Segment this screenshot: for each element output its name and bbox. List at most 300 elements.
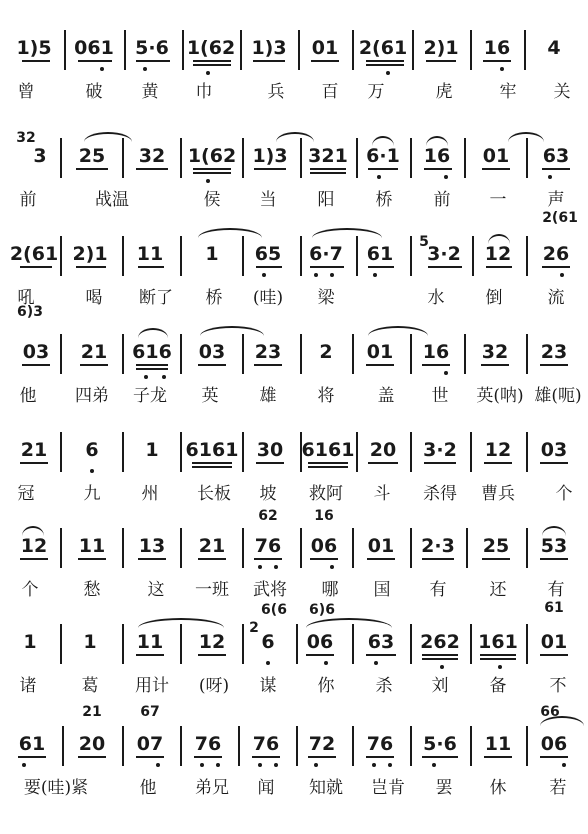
measure-notes: 3 [33,145,47,167]
barline [466,528,468,568]
underline [368,266,394,268]
measure-notes: 16 [422,341,450,363]
underline [22,60,50,62]
lyric: 梁 [317,288,335,308]
measure-notes: 1)3 [251,37,287,59]
barline [410,726,412,766]
barline [356,236,358,276]
octave-dot [562,763,566,767]
underline [366,364,394,366]
barline [464,138,466,178]
barline [238,726,240,766]
underline [424,462,456,464]
underline [482,558,510,560]
barline [470,624,472,664]
underline [422,364,450,366]
barline [356,138,358,178]
lyric: 闻 [257,778,275,798]
measure-notes: 76 [194,733,222,755]
lyrics-row [0,776,588,804]
barline [410,334,412,374]
octave-dot [100,67,104,71]
measure-notes: 65 [254,243,282,265]
measure-notes: 32 [138,145,166,167]
underline [138,266,164,268]
measure-notes: 06 [540,733,568,755]
underline [20,266,52,268]
lyric: 英(呐) [476,386,524,406]
underline [426,60,456,62]
barline [300,138,302,178]
measure-notes: 01 [311,37,339,59]
octave-dot [90,469,94,473]
octave-dot [156,763,160,767]
lyric: 侯 [203,190,221,210]
lyric: 英 [201,386,219,406]
lyrics-row [0,286,588,314]
underline [540,364,568,366]
grace-note: 5 [419,234,429,250]
measure-notes: 61 [366,243,394,265]
measure-row [0,16,588,76]
grace-note: 32 [16,130,36,146]
underline [422,658,458,660]
measure-notes: 63 [542,145,570,167]
slur [508,132,544,142]
measure-notes: 2(61 [9,243,59,265]
barline [526,528,528,568]
measure-notes: 2)1 [423,37,459,59]
measure-notes: 11 [78,535,106,557]
octave-dot [22,763,26,767]
underline [310,172,346,174]
barline [122,334,124,374]
measure-notes: 11 [136,631,164,653]
lyric: 刘 [431,676,449,696]
lyric: 他 [139,778,157,798]
lyric: 流 [547,288,565,308]
lyric: 国 [373,580,391,600]
lyric: 破 [85,82,103,102]
lyric: 备 [489,676,507,696]
barline [352,624,354,664]
underline [76,266,106,268]
barline [526,432,528,472]
lyrics-row [0,674,588,702]
barline [410,236,412,276]
measure-notes: 23 [254,341,282,363]
barline [526,624,528,664]
barline [180,726,182,766]
measure-notes: 76 [254,535,282,557]
octave-dot [560,273,564,277]
measure-notes: 6 [85,439,99,461]
lyrics-row [0,482,588,510]
octave-dot [330,565,334,569]
lyric: 斗 [373,484,391,504]
ornament-notes: 62 [258,508,278,524]
octave-dot [266,661,270,665]
slur [200,326,264,336]
lyric: 有 [547,580,565,600]
lyric: 坡 [259,484,277,504]
measure-notes: 12 [198,631,226,653]
barline [122,138,124,178]
lyric: 愁 [83,580,101,600]
lyric: 岂肯 [371,778,405,798]
lyric: (呀) [198,676,230,696]
lyric: 哪 [321,580,339,600]
barline [60,334,62,374]
lyric: 谋 [259,676,277,696]
measure-notes: 25 [78,145,106,167]
measure-notes: 2(61 [358,37,408,59]
measure-notes: 61 [18,733,46,755]
octave-dot [498,665,502,669]
slur [84,132,132,142]
lyric: 吼 [17,288,35,308]
lyric: 葛 [81,676,99,696]
underline [136,364,168,366]
lyric: 你 [317,676,335,696]
score-system-3 [0,222,588,322]
underline [198,364,226,366]
underline [424,168,452,170]
lyric: (哇) [252,288,284,308]
lyric: 声 [547,190,565,210]
measure-notes: 161 [478,631,518,653]
lyric: 世 [431,386,449,406]
barline [60,236,62,276]
lyric: 盖 [377,386,395,406]
lyric: 九 [83,484,101,504]
barline [470,30,472,70]
measure-notes: 21 [198,535,226,557]
measure-notes: 262 [420,631,460,653]
lyric: 知就 [309,778,343,798]
underline [540,756,568,758]
lyric: 四弟 [75,386,109,406]
barline [242,624,244,664]
barline [526,334,528,374]
barline [122,624,124,664]
lyric: 杀 [375,676,393,696]
ornament-notes: 67 [140,704,160,720]
underline [136,168,168,170]
lyric: 前 [19,190,37,210]
octave-dot [372,763,376,767]
measure-notes: 1)3 [252,145,288,167]
underline [366,64,404,66]
lyric: 雄(呃) [534,386,582,406]
underline [20,462,48,464]
measure-notes: 01 [367,535,395,557]
underline [367,558,395,560]
octave-dot [388,763,392,767]
barline [180,334,182,374]
underline [486,266,512,268]
octave-dot [374,661,378,665]
octave-dot [144,375,148,379]
slur [198,228,262,238]
octave-dot [444,175,448,179]
barline [180,432,182,472]
measure-notes: 616 [132,341,172,363]
barline [62,726,64,766]
barline [470,726,472,766]
lyric: 水 [427,288,445,308]
slur [312,228,382,238]
slur [540,716,584,726]
underline [253,60,285,62]
lyric: 战温 [95,190,129,210]
barline [464,334,466,374]
lyric: 用计 [135,676,169,696]
slur [138,328,168,338]
measure-notes: 23 [540,341,568,363]
underline [484,756,512,758]
underline [311,60,339,62]
octave-dot [432,763,436,767]
measure-notes: 76 [366,733,394,755]
lyric: 虎 [435,82,453,102]
score-system-5 [0,418,588,518]
measure-notes: 1 [23,631,37,653]
trailing-annotation: 2(61 [542,210,578,226]
underline [193,64,231,66]
underline [198,654,226,656]
lyric: 百 [321,82,339,102]
barline [410,624,412,664]
barline [122,726,124,766]
lyric: 一 [489,190,507,210]
measure-notes: 01 [540,631,568,653]
slur [138,618,224,628]
underline [422,558,454,560]
underline [22,364,50,366]
underline [366,654,396,656]
barline [240,30,242,70]
octave-dot [444,371,448,375]
underline [194,756,222,758]
measure-notes: 1(62 [186,37,236,59]
lyric: 杀得 [423,484,457,504]
underline [20,558,48,560]
octave-dot [206,179,210,183]
lyric: 个 [21,580,39,600]
measure-notes: 5·6 [423,733,457,755]
measure-notes: 6 [261,631,275,653]
underline [76,168,108,170]
underline [422,654,458,656]
barline [410,432,412,472]
measure-notes: 06 [310,535,338,557]
measure-notes: 72 [308,733,336,755]
underline [254,168,286,170]
lyric: 断了 [139,288,173,308]
underline [252,756,280,758]
lyric: 万 [367,82,385,102]
slur [372,136,394,146]
octave-dot [274,565,278,569]
measure-notes: 76 [252,733,280,755]
ornament-notes: 6)6 [309,602,335,618]
measure-notes: 6·7 [309,243,343,265]
lyrics-row [0,188,588,216]
ornament-notes: 16 [314,508,334,524]
barline [242,528,244,568]
barline [352,528,354,568]
measure-notes: 6161 [301,439,355,461]
underline [198,558,226,560]
underline [481,364,509,366]
underline [540,654,568,656]
octave-dot [314,763,318,767]
underline [256,462,284,464]
lyric: 子龙 [133,386,167,406]
measure-notes: 6161 [185,439,239,461]
underline [18,756,46,758]
octave-dot [386,71,390,75]
underline [193,168,231,170]
underline [542,266,570,268]
measure-row [0,704,588,772]
barline [296,726,298,766]
barline [300,334,302,374]
barline [242,432,244,472]
barline [180,528,182,568]
underline [136,368,168,370]
underline [540,558,568,560]
underline [136,756,164,758]
barline [60,624,62,664]
measure-notes: 01 [366,341,394,363]
underline [254,558,282,560]
slur [276,132,314,142]
underline [78,60,112,62]
underline [368,462,398,464]
barline [300,236,302,276]
score-system-4 [0,320,588,420]
lyric: 还 [489,580,507,600]
barline [298,30,300,70]
lyric: 关 [553,82,571,102]
measure-notes: 3·2 [427,243,461,265]
lyric: 休 [489,778,507,798]
barline [526,236,528,276]
barline [352,726,354,766]
score-system-1 [0,16,588,116]
barline [410,138,412,178]
barline [122,432,124,472]
octave-dot [206,71,210,75]
octave-dot [548,175,552,179]
measure-notes: 63 [367,631,395,653]
measure-notes: 2)1 [72,243,108,265]
lyric: 雄 [259,386,277,406]
barline [242,236,244,276]
underline [256,266,282,268]
measure-notes: 5·6 [135,37,169,59]
measure-notes: 30 [256,439,284,461]
measure-notes: 3·2 [423,439,457,461]
measure-notes: 13 [138,535,166,557]
underline [310,168,346,170]
trailing-annotation: 6)3 [17,304,43,320]
octave-dot [373,273,377,277]
measure-notes: 12 [484,243,512,265]
underline [136,60,170,62]
underline [480,658,516,660]
measure-notes: 03 [198,341,226,363]
measure-notes: 06 [306,631,334,653]
lyrics-row [0,80,588,108]
measure-notes: 4 [547,37,561,59]
measure-notes: 12 [484,439,512,461]
measure-notes: 2·3 [421,535,455,557]
barline [472,236,474,276]
octave-dot [258,763,262,767]
lyric: 兵 [267,82,285,102]
barline [60,138,62,178]
underline [310,558,338,560]
lyric: 冠 [17,484,35,504]
underline [78,756,106,758]
lyric: 武将 [253,580,287,600]
lyric: 黄 [141,82,159,102]
barline [180,624,182,664]
lyric: 前 [433,190,451,210]
octave-dot [200,763,204,767]
barline [410,528,412,568]
measure-notes: 21 [20,439,48,461]
octave-dot [440,665,444,669]
lyric: 救阿 [309,484,343,504]
measure-notes: 03 [540,439,568,461]
measure-notes: 20 [369,439,397,461]
lyric: 这 [147,580,165,600]
underline [138,558,166,560]
measure-notes: 1 [145,439,159,461]
octave-dot [274,763,278,767]
measure-notes: 6·1 [366,145,400,167]
barline [526,726,528,766]
octave-dot [143,67,147,71]
barline [64,30,66,70]
underline [192,462,232,464]
barline [180,236,182,276]
slur [426,136,448,146]
ornament-notes: 66 [540,704,560,720]
octave-dot [500,67,504,71]
underline [306,654,334,656]
barline [122,528,124,568]
octave-dot [262,273,266,277]
underline [78,558,106,560]
underline [254,364,282,366]
barline [526,138,528,178]
underline [136,654,164,656]
underline [422,756,458,758]
lyric: 有 [429,580,447,600]
slur [542,526,566,536]
underline [192,466,232,468]
barline [60,432,62,472]
underline [193,172,231,174]
lyric: 曾 [17,82,35,102]
barline [180,138,182,178]
measure-notes: 061 [74,37,114,59]
